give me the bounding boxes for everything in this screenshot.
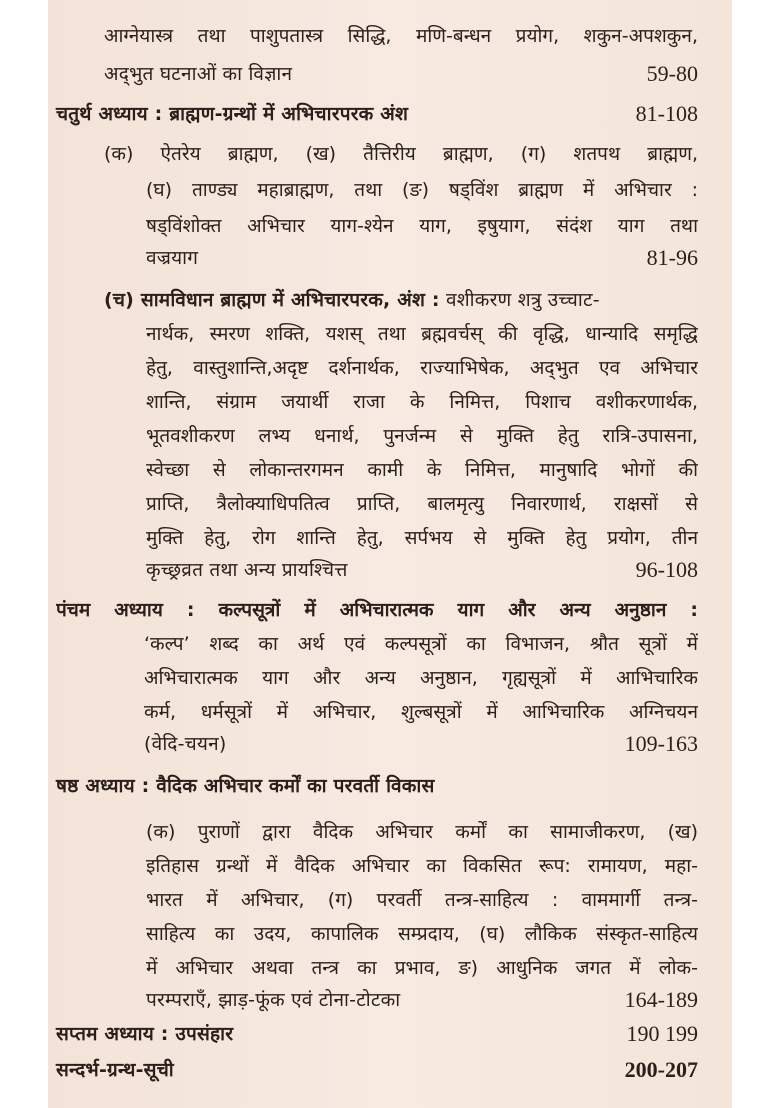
page-range: 96-108 [635,557,698,582]
toc-line: भूतवशीकरण लभ्य धनार्थ, पुनर्जन्म से मुक्ति हेतु रात्रि-उपासना, [146,425,698,447]
toc-line: साहित्य का उदय, कापालिक सम्प्रदाय, (घ) लौकिक संस्कृत-साहित्य [146,923,698,945]
section-text: वशीकरण शत्रु उच्चाट- [445,289,600,311]
chapter-heading: सप्तम अध्याय : उपसंहार [56,1023,234,1045]
toc-line [104,286,600,314]
chapter-heading: षष्ठ अध्याय : वैदिक अभिचार कर्मों का परवर्ती विकास [56,775,435,797]
toc-line: इतिहास ग्रन्थों में वैदिक अभिचार का विकसित रूप: रामायण, महा- [146,855,698,877]
toc-line: (क) पुराणों द्वारा वैदिक अभिचार कर्मों का सामाजीकरण, (ख) [146,821,698,843]
toc-line: (क) ऐतरेय ब्राह्मण, (ख) तैत्तिरीय ब्राह्मण, (ग) शतपथ ब्राह्मण, [104,143,698,165]
toc-line: स्वेच्छा से लोकान्तरगमन कामी के निमित्त, मानुषादि भोगों की [146,459,698,481]
toc-line: मुक्ति हेतु, रोग शान्ति हेतु, सर्पभय से मुक्ति हेतु प्रयोग, तीन [146,527,698,549]
section-lead: (च) सामविधान ब्राह्मण में अभिचारपरक, अंश : [104,289,440,311]
page-range: 190 199 [626,1021,698,1046]
page-range: 200-207 [624,1057,698,1082]
toc-line: अभिचारात्मक याग और अन्य अनुष्ठान, गृह्यसूत्रों में आभिचारिक [144,667,698,689]
page-range: 109-163 [624,731,698,756]
toc-line: षड्‌विंशोक्त अभिचार याग-श्येन याग, इषुयाग, संदंश याग तथा [146,215,698,237]
page-range: 81-108 [635,101,698,126]
page-range: 59-80 [646,61,698,86]
chapter-heading: चतुर्थ अध्याय : ब्राह्मण-ग्रन्थों में अभिचारपरक अंश [56,103,409,125]
toc-line: वज्रयाग [146,247,199,269]
page-range: 164-189 [624,987,698,1012]
toc-line: परम्पराएँ, झाड़-फूंक एवं टोना-टोटका [146,989,401,1011]
toc-line: आग्नेयास्त्र तथा पाशुपतास्त्र सिद्धि, मणि-बन्धन प्रयोग, शकुन-अपशकुन, [104,25,698,47]
toc-line: भारत में अभिचार, (ग) परवर्ती तन्त्र-साहित्य : वाममार्गी तन्त्र- [146,889,698,911]
toc-line: कर्म, धर्मसूत्रों में अभिचार, शुल्बसूत्रों में आभिचारिक अग्निचयन [144,701,698,723]
toc-line: (वेदि-चयन) [144,733,227,755]
toc-line: (घ) ताण्ड्य महाब्राह्मण, तथा (ङ) षड्‌विंश ब्राह्मण में अभिचार : [146,179,698,201]
page-range: 81-96 [646,245,698,270]
toc-line: अद्‌भुत घटनाओं का विज्ञान [104,63,293,85]
toc-line: कृच्छ्रव्रत तथा अन्य प्रायश्चित्त [146,559,348,581]
toc-line: हेतु, वास्तुशान्ति,अदृष्ट दर्शनार्थक, राज्याभिषेक, अद्‌भुत एव अभिचार [146,357,698,379]
toc-line: में अभिचार अथवा तन्त्र का प्रभाव, ङ) आधुनिक जगत में लोक- [146,957,698,979]
toc-line: ‘कल्प’ शब्द का अर्थ एवं कल्पसूत्रों का विभाजन, श्रौत सूत्रों में [144,633,698,655]
toc-line: प्राप्ति, त्रैलोक्याधिपतित्व प्राप्ति, बालमृत्यु निवारणार्थ, राक्षसों से [146,493,698,515]
book-page [48,0,732,1108]
bibliography-heading: सन्दर्भ-ग्रन्थ-सूची [56,1059,174,1081]
toc-line: नार्थक, स्मरण शक्ति, यशस् तथा ब्रह्मवर्चस् की वृद्धि, धान्यादि समृद्धि [146,323,698,345]
chapter-heading: पंचम अध्याय : कल्पसूत्रों में अभिचारात्मक याग और अन्य अनुष्ठान : [56,599,698,621]
toc-line: शान्ति, संग्राम जयार्थी राजा के निमित्त, पिशाच वशीकरणार्थक, [146,391,698,413]
